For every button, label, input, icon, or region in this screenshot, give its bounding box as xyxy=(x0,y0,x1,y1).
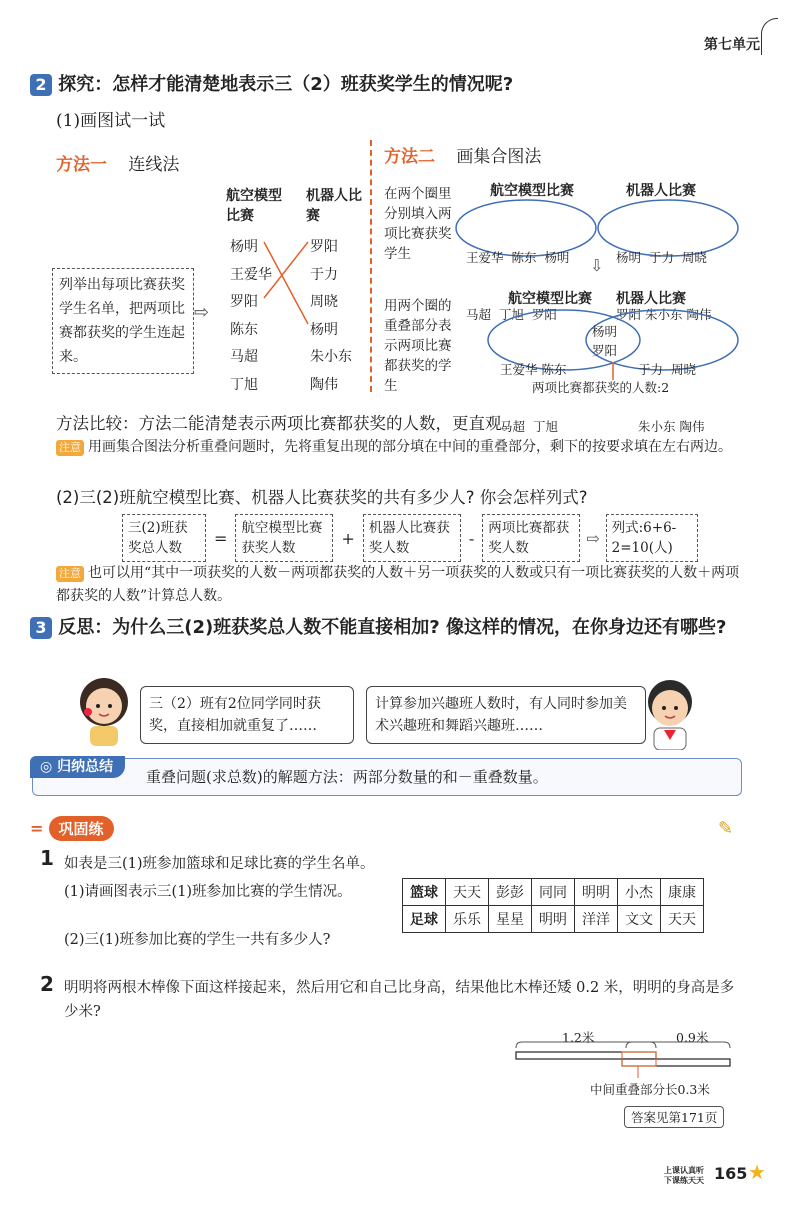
methods-divider xyxy=(370,140,372,392)
stick2 xyxy=(622,1059,730,1066)
q2-text: (2)三(2)班航空模型比赛、机器人比赛获奖的共有多少人? 你会怎样列式? xyxy=(56,488,588,507)
summary-title xyxy=(30,756,125,778)
section3-heading xyxy=(30,614,765,642)
formula-minus: - xyxy=(468,528,475,548)
practice-q1-number: 1 xyxy=(40,846,54,870)
practice-q1-b: (2)三(1)班参加比赛的学生一共有多少人? xyxy=(64,932,331,948)
note1-tag: 注意 xyxy=(56,440,84,456)
venn-bottom-overlap-names xyxy=(592,322,617,360)
stick1-brace xyxy=(516,1042,656,1048)
venn-name-row: 王爱华 陈东 xyxy=(500,362,567,377)
footer-slogan-line: 上课认真听 xyxy=(664,1166,704,1175)
method1-note: 列举出每项比赛获奖学生名单，把两项比赛都获奖的学生连起来。 xyxy=(52,268,194,374)
stick1 xyxy=(516,1052,656,1059)
formula-plus: + xyxy=(341,528,355,548)
practice-q2-number: 2 xyxy=(40,972,54,996)
table-cell: 文文 xyxy=(618,906,661,933)
note1-text: 用画集合图法分析重叠问题时，先将重复出现的部分填在中间的重叠部分，剩下的按要求填在左右两边。 xyxy=(88,439,732,455)
table-cell: 康康 xyxy=(661,879,704,906)
note2-text: 也可以用“其中一项获奖的人数－两项都获奖的人数＋另一项获奖的人数或只有一项比赛获奖的人数＋两项都获奖的人数”计算总人数。 xyxy=(56,565,740,604)
pencil-icon: ✎ xyxy=(718,818,734,839)
practice-q1-a: (1)请画图表示三(1)班参加比赛的学生情况。 xyxy=(64,884,352,900)
practice-q2-text: 明明将两根木棒像下面这样接起来，然后用它和自己比身高，结果他比木棒还矮 0.2 米，明明的身高是多少米? xyxy=(64,980,735,1020)
venn-name-row: 朱小东 陶伟 xyxy=(638,419,705,434)
table-cell: 明明 xyxy=(532,906,575,933)
method1-col2-name: 罗阳 xyxy=(310,239,338,255)
stick2-brace xyxy=(626,1042,730,1048)
formula-arrow-icon: ⇨ xyxy=(586,528,600,548)
method1-col2-name: 朱小东 xyxy=(310,349,352,365)
venn-name-row: 王爱华 陈东 杨明 xyxy=(466,250,570,265)
table-cell: 彭彭 xyxy=(489,879,532,906)
venn-bottom-label-robot: 机器人比赛 xyxy=(616,291,686,307)
venn-name-row: 罗阳 朱小东 陶伟 xyxy=(616,307,712,322)
venn-top-label-aviation: 航空模型比赛 xyxy=(490,183,574,199)
table-cell: 乐乐 xyxy=(446,906,489,933)
venn-top-label-robot: 机器人比赛 xyxy=(626,183,696,199)
method1-col1-header: 航空模型比赛 xyxy=(226,188,282,224)
connect-line-yangming xyxy=(264,242,308,324)
formula-box-both: 两项比赛都获奖人数 xyxy=(482,514,580,562)
method1-connect-lines xyxy=(250,230,320,340)
method1-col2-name: 周晓 xyxy=(310,294,338,310)
star-icon: ★ xyxy=(748,1160,766,1184)
note2-tag: 注意 xyxy=(56,566,84,582)
venn-name-row: 杨明 xyxy=(592,324,618,339)
method1-label: 方法一 xyxy=(56,155,107,175)
practice-q1-text: 如表是三(1)班参加篮球和足球比赛的学生名单。 xyxy=(64,856,375,872)
footer-slogan-line: 下课练天天 xyxy=(664,1176,704,1185)
method1-col1-name: 杨明 xyxy=(230,239,258,255)
method1-col2-name: 陶伟 xyxy=(310,376,338,393)
formula-box-answer: 列式:6+6-2=10(人) xyxy=(606,514,698,562)
practice-marker-icon: = xyxy=(30,819,44,838)
q2-formula xyxy=(122,514,698,562)
girl-avatar xyxy=(76,674,132,746)
table-cell: 篮球 xyxy=(403,879,446,906)
table-cell: 星星 xyxy=(489,906,532,933)
section2-title: 探究：怎样才能清楚地表示三（2）班获奖学生的情况呢? xyxy=(58,74,514,95)
venn-bottom-label-aviation: 航空模型比赛 xyxy=(508,291,592,307)
note2 xyxy=(56,562,746,608)
method1-arrow-icon: ⇨ xyxy=(194,302,210,323)
table-cell: 天天 xyxy=(661,906,704,933)
stick1-label: 1.2米 xyxy=(562,1030,595,1045)
section3-title: 反思：为什么三(2)班获奖总人数不能直接相加? 像这样的情况，在你身边还有哪些? xyxy=(58,617,727,638)
formula-box-aviation: 航空模型比赛获奖人数 xyxy=(235,514,333,562)
section2-sub1: (1)画图试一试 xyxy=(56,111,166,131)
formula-equals: = xyxy=(214,528,228,548)
overlap-caption: 中间重叠部分长0.3米 xyxy=(590,1082,710,1097)
section2-heading xyxy=(30,70,513,96)
summary-icon: ◎ xyxy=(40,759,53,775)
names-table xyxy=(402,878,704,933)
method1-col2-name: 杨明 xyxy=(310,321,338,338)
method1-col1-name: 陈东 xyxy=(230,321,258,338)
section2-number-badge: 2 xyxy=(30,74,52,96)
stick2-label: 0.9米 xyxy=(676,1030,709,1045)
answer-ref: 答案见第171页 xyxy=(624,1106,724,1128)
stick-diagram xyxy=(510,1036,740,1086)
practice-title xyxy=(30,816,114,841)
table-cell: 同同 xyxy=(532,879,575,906)
method2-heading xyxy=(384,142,541,167)
footer-slogan xyxy=(664,1166,704,1186)
summary-text: 重叠问题(求总数)的解题方法：两部分数量的和－重叠数量。 xyxy=(146,768,548,786)
summary-title-text: 归纳总结 xyxy=(57,759,114,775)
venn-name-row: 罗阳 xyxy=(592,343,618,358)
boy-avatar xyxy=(642,678,698,750)
connect-line-luoyang xyxy=(264,242,308,298)
boy-speech-bubble: 计算参加兴趣班人数时，有人同时参加美术兴趣班和舞蹈兴趣班…… xyxy=(366,686,646,744)
venn-name-row: 马超 丁旭 罗阳 xyxy=(466,307,557,322)
method2-label: 方法二 xyxy=(384,147,435,167)
method2-name: 画集合图法 xyxy=(456,147,542,167)
method1-col2-header: 机器人比赛 xyxy=(306,188,362,224)
method1-col1-name: 罗阳 xyxy=(230,294,258,310)
method2-note1: 在两个圈里分别填入两项比赛获奖学生 xyxy=(384,186,452,262)
venn-name-row: 马超 丁旭 xyxy=(500,419,558,434)
method2-note2: 用两个圈的重叠部分表示两项比赛都获奖的学生 xyxy=(384,298,452,394)
method1-col1-name: 王爱华 xyxy=(230,266,272,283)
table-cell: 小杰 xyxy=(618,879,661,906)
venn-caption: 两项比赛都获奖的人数:2 xyxy=(532,380,670,395)
formula-box-total: 三(2)班获奖总人数 xyxy=(122,514,206,562)
table-cell: 天天 xyxy=(446,879,489,906)
method1-name: 连线法 xyxy=(128,155,180,175)
note1 xyxy=(56,436,746,459)
method1-col1-name: 马超 xyxy=(230,349,258,365)
venn-down-arrow-icon: ⇩ xyxy=(590,256,604,275)
table-row xyxy=(403,879,704,906)
venn-name-row: 杨明 于力 周晓 xyxy=(616,250,707,265)
method1-col1-name: 丁旭 xyxy=(230,376,258,393)
venn-name-row: 于力 周晓 xyxy=(638,362,696,377)
girl-speech-bubble: 三（2）班有2位同学同时获奖，直接相加就重复了…… xyxy=(140,686,354,744)
formula-box-robot: 机器人比赛获奖人数 xyxy=(363,514,461,562)
practice-title-text: 巩固练 xyxy=(49,816,114,841)
table-row xyxy=(403,906,704,933)
header-corner-line xyxy=(761,18,778,55)
compare-text: 方法比较：方法二能清楚表示两项比赛都获奖的人数，更直观。 xyxy=(56,414,518,433)
method1-heading xyxy=(56,150,179,175)
table-cell: 足球 xyxy=(403,906,446,933)
table-cell: 明明 xyxy=(575,879,618,906)
table-cell: 洋洋 xyxy=(575,906,618,933)
section3-number-badge: 3 xyxy=(30,617,52,639)
page-number: 165 xyxy=(714,1164,748,1183)
unit-label: 第七单元 xyxy=(704,37,760,53)
method1-col2-name: 于力 xyxy=(310,266,338,283)
